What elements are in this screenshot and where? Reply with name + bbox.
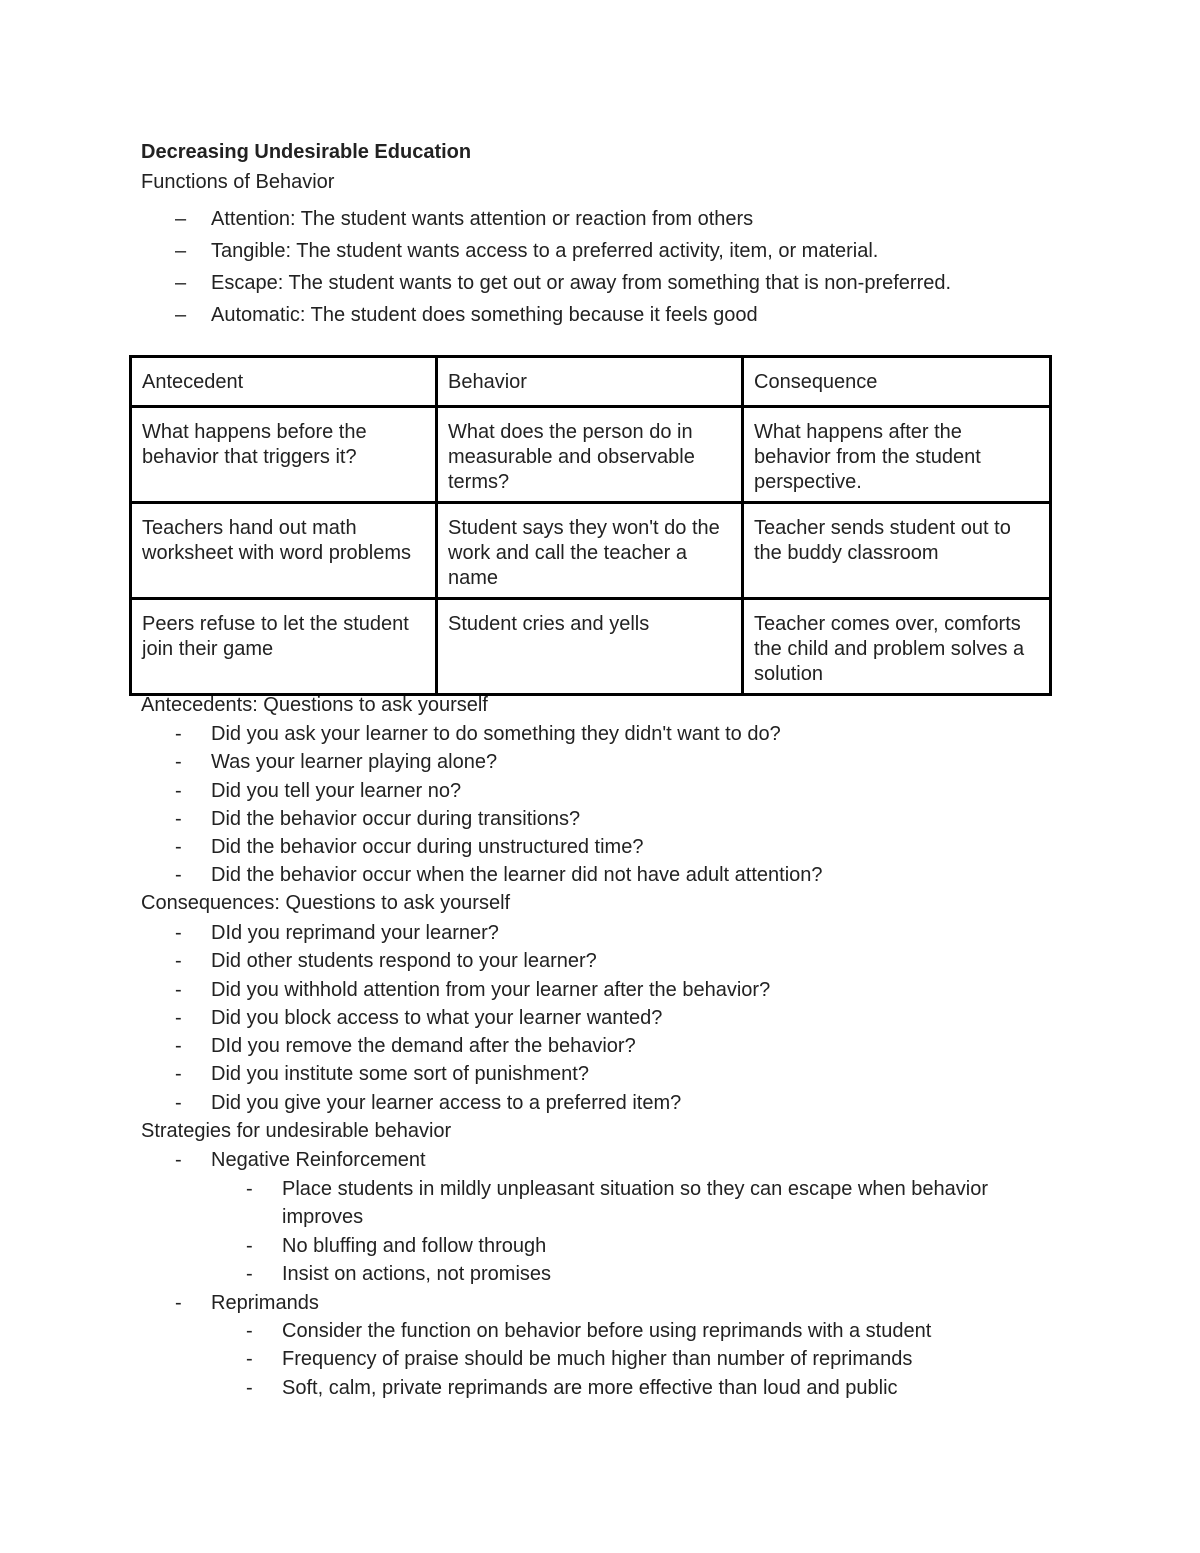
negative-reinforcement-list [246, 1175, 1062, 1288]
list-item: - Consider the function on behavior before using reprimands with a student [246, 1320, 932, 1342]
header-antecedent: Antecedent [131, 357, 437, 407]
list-item: - Did the behavior occur during transitions? [175, 807, 581, 830]
list-item: - DId you remove the demand after the behavior? [175, 1035, 636, 1058]
list-item: - Did other students respond to your learner? [175, 950, 597, 973]
list-item: – Attention: The student wants attention or reaction from others [175, 208, 754, 230]
table-cell: Teacher comes over, comforts the child and problem solves a solution [743, 599, 1051, 695]
table-cell: Student says they won't do the work and call the teacher a name [437, 503, 743, 599]
list-item: - Was your learner playing alone? [175, 751, 498, 774]
strategy-item-reprimands [175, 1289, 319, 1317]
strategies-heading: Strategies for undesirable behavior [141, 1120, 452, 1142]
list-item: - Insist on actions, not promises [246, 1262, 552, 1285]
antecedents-heading: Antecedents: Questions to ask yourself [141, 694, 488, 716]
list-item: - Place students in mildly unpleasant situation so they can escape when behavior improves [246, 1178, 988, 1229]
list-item: - Frequency of praise should be much higher than number of reprimands [246, 1348, 913, 1371]
list-item: - Did you block access to what your learner wanted? [175, 1006, 663, 1029]
list-item: - DId you reprimand your learner? [175, 922, 499, 944]
functions-heading: Functions of Behavior [141, 171, 335, 193]
table-row [131, 503, 1051, 599]
table-cell: What happens before the behavior that triggers it? [131, 407, 437, 503]
header-behavior: Behavior [437, 357, 743, 407]
list-item: – Escape: The student wants to get out or away from something that is non-preferred. [175, 272, 952, 294]
list-item: - Did the behavior occur during unstructured time? [175, 836, 644, 859]
list-item: - Soft, calm, private reprimands are more effective than loud and public [246, 1376, 898, 1399]
consequences-list [175, 919, 771, 1117]
abc-table [129, 355, 1052, 696]
list-item: - No bluffing and follow through [246, 1234, 547, 1257]
list-item: - Did you tell your learner no? [175, 779, 462, 802]
list-item: - Did you give your learner access to a preferred item? [175, 1091, 682, 1114]
strategy-item-negative-reinforcement [175, 1146, 426, 1174]
table-cell: Peers refuse to let the student join their game [131, 599, 437, 695]
list-item: – Tangible: The student wants access to a preferred activity, item, or material. [175, 240, 879, 262]
document-title: Decreasing Undesirable Education [141, 141, 472, 163]
list-item: – Automatic: The student does something because it feels good [175, 304, 758, 326]
list-item: - Did you ask your learner to do something they didn't want to do? [175, 723, 781, 745]
table-cell: What does the person do in measurable and observable terms? [437, 407, 743, 503]
list-item: - Did you withhold attention from your learner after the behavior? [175, 978, 771, 1001]
functions-list [175, 203, 952, 331]
table-header-row [131, 357, 1051, 407]
list-item: - Reprimands [175, 1292, 319, 1314]
table-cell: What happens after the behavior from the student perspective. [743, 407, 1051, 503]
consequences-heading: Consequences: Questions to ask yourself [141, 892, 511, 914]
header-consequence: Consequence [743, 357, 1051, 407]
table-cell: Student cries and yells [437, 599, 743, 695]
list-item: - Did the behavior occur when the learner did not have adult attention? [175, 864, 823, 887]
reprimands-list [246, 1317, 1062, 1402]
table-row [131, 407, 1051, 503]
list-item: - Negative Reinforcement [175, 1149, 426, 1171]
table-cell: Teachers hand out math worksheet with word problems [131, 503, 437, 599]
table-cell: Teacher sends student out to the buddy classroom [743, 503, 1051, 599]
list-item: - Did you institute some sort of punishment? [175, 1063, 589, 1086]
table-row [131, 599, 1051, 695]
antecedents-list [175, 720, 823, 890]
